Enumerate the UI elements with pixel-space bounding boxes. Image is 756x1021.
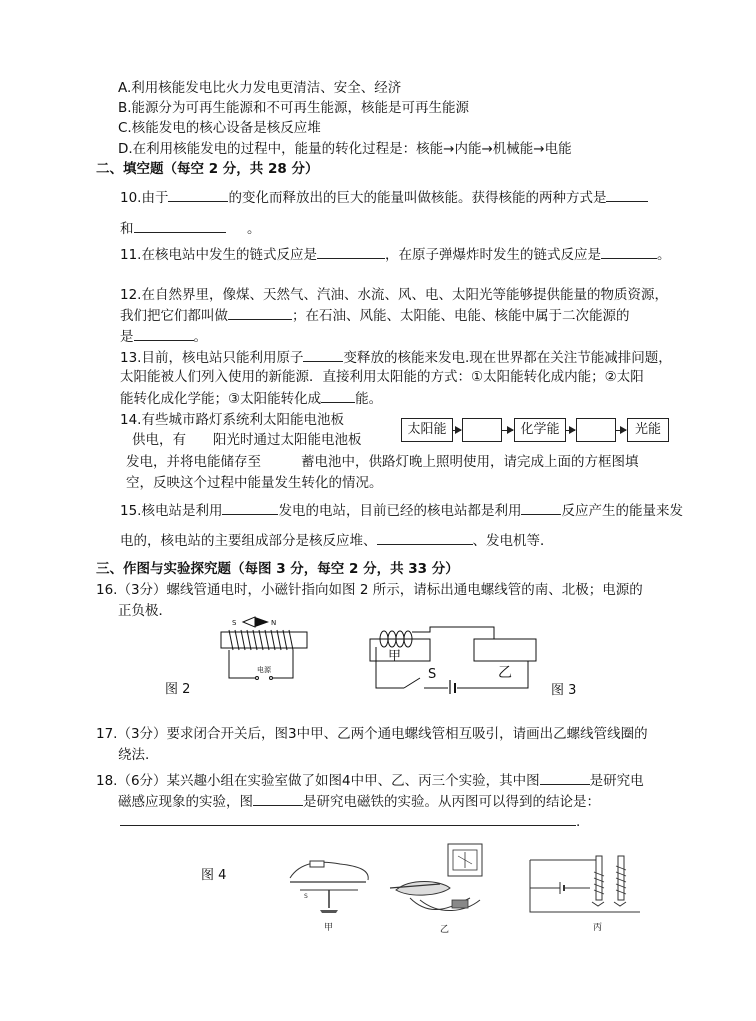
question-18-line-3: . <box>120 811 580 832</box>
q9-option-c: C.核能发电的核心设备是核反应堆 <box>118 120 321 136</box>
flow-arrow <box>452 430 461 431</box>
figure-4-jia-label: 甲 <box>324 923 334 933</box>
question-12-line-2: 我们把它们都叫做 ；在石油、风能、太阳能、电能、核能中属于二次能源的 <box>120 305 630 326</box>
section-2-title: 二、填空题（每空 2 分，共 28 分） <box>96 161 319 177</box>
question-15-line-1: 15.核电站是利用 发电的电站，目前已经的核电站都是利用 反应产生的能量来发 <box>120 500 683 521</box>
flow-box-blank[interactable] <box>576 418 616 442</box>
question-13-line-2: 太阳能被人们列入使用的新能源．直接利用太阳能的方式：①太阳能转化成内能；②太阳 <box>120 369 644 385</box>
answer-blank[interactable] <box>228 305 292 320</box>
terminal <box>256 677 259 680</box>
question-16-line-2: 正负极． <box>118 603 172 619</box>
flow-arrow <box>565 430 575 431</box>
needle-s-label: S <box>232 619 237 627</box>
question-16-line-1: 16.（3分）螺线管通电时，小磁针指向如图 2 所示，请标出通电螺线管的南、北极；电源的 <box>96 582 643 598</box>
flow-box-solar-energy: 太阳能 <box>401 418 453 442</box>
answer-blank[interactable] <box>606 187 648 202</box>
flow-box-blank[interactable] <box>462 418 502 442</box>
answer-blank[interactable] <box>253 791 303 806</box>
label-switch-s: S <box>428 667 437 682</box>
compass-needle <box>232 617 276 627</box>
figure-4-label: 图 4 <box>201 868 227 883</box>
figure-3-solenoids-diagram <box>364 624 544 694</box>
figure-4-bing-experiment <box>520 852 650 934</box>
switch-lever <box>404 678 420 688</box>
answer-blank[interactable] <box>120 811 576 826</box>
answer-blank[interactable] <box>222 500 278 515</box>
question-15-line-2: 电的，核电站的主要组成部分是核反应堆、 、发电机等． <box>120 530 554 551</box>
question-12-line-1: 12.在自然界里，像煤、天然气、汽油、水流、风、电、太阳光等能够提供能量的物质资源， <box>120 287 668 303</box>
figure-4-bing-label: 丙 <box>593 923 603 933</box>
answer-blank[interactable] <box>601 244 657 259</box>
figure-4-jia-experiment <box>280 850 380 935</box>
answer-blank[interactable] <box>521 500 561 515</box>
question-14-line-4: 空，反映这个过程中能量发生转化的情况。 <box>126 475 383 491</box>
q9-option-a: A.利用核能发电比火力发电更清洁、安全、经济 <box>118 80 402 96</box>
figure-4-yi-label: 乙 <box>440 925 450 935</box>
answer-blank[interactable] <box>134 326 194 341</box>
flow-box-light-energy: 光能 <box>627 418 669 442</box>
solenoid-yi <box>474 639 536 661</box>
section-3-title: 三、作图与实验探究题（每图 3 分，每空 2 分，共 33 分） <box>96 561 459 577</box>
flow-box-chemical-energy: 化学能 <box>514 418 566 442</box>
answer-blank[interactable] <box>377 530 473 545</box>
svg-text:S: S <box>304 893 308 900</box>
figure-2-label: 图 2 <box>165 682 191 697</box>
question-14-line-1: 14.有些城市路灯系统利太阳能电池板 <box>120 412 344 428</box>
q9-option-d: D.在利用核能发电的过程中，能量的转化过程是：核能→内能→机械能→电能 <box>118 141 572 157</box>
solenoid-core <box>221 632 307 648</box>
wire <box>412 627 494 639</box>
question-13-line-1: 13.目前，核电站只能利用原子 变释放的核能来发电.现在世界都在关注节能减排问题， <box>120 347 672 368</box>
figure-2-solenoid-diagram <box>215 612 315 686</box>
wire <box>229 650 255 678</box>
question-14-line-3: 发电，并将电能储存至 蓄电池中，供路灯晚上照明使用，请完成上面的方框图填 <box>126 454 639 470</box>
question-11: 11.在核电站中发生的链式反应是 ，在原子弹爆炸时发生的链式反应是 。 <box>120 244 670 265</box>
answer-blank[interactable] <box>303 347 343 362</box>
answer-blank[interactable] <box>317 244 385 259</box>
question-17-line-2: 绕法. <box>118 747 150 763</box>
answer-blank[interactable] <box>321 388 355 403</box>
question-18-line-1: 18.（6分）某兴趣小组在实验室做了如图4中甲、乙、丙三个实验，其中图 是研究电 <box>96 770 644 791</box>
question-10-line-2: 和 。 <box>120 218 260 239</box>
answer-blank[interactable] <box>540 770 590 785</box>
q9-option-b: B.能源分为可再生能源和不可再生能源，核能是可再生能源 <box>118 100 470 116</box>
question-18-line-2: 磁感应现象的实验，图 是研究电磁铁的实验。从丙图可以得到的结论是： <box>118 791 600 812</box>
figure-4-yi-experiment <box>380 838 510 935</box>
wire <box>273 650 293 678</box>
question-17-line-1: 17.（3分）要求闭合开关后，图3中甲、乙两个通电螺线管相互吸引，请画出乙螺线管线圈的 <box>96 726 648 742</box>
question-13-line-3: 能转化成化学能；③太阳能转化成 能。 <box>120 388 382 409</box>
terminal <box>270 677 273 680</box>
question-12-line-3: 是 。 <box>120 326 207 347</box>
question-10-line-1: 10.由于 的变化而释放出的巨大的能量叫做核能。获得核能的两种方式是 <box>120 187 648 208</box>
wire <box>457 661 528 688</box>
needle-n-label: N <box>271 619 277 627</box>
answer-blank[interactable] <box>168 187 228 202</box>
answer-blank[interactable] <box>134 218 226 233</box>
label-yi: 乙 <box>498 665 512 681</box>
power-source-label: 电源 <box>257 666 271 674</box>
flow-arrow <box>615 430 626 431</box>
question-14-line-2: 供电，有 阳光时通过太阳能电池板 <box>132 432 362 448</box>
label-jia: 甲 <box>388 649 402 664</box>
figure-3-label: 图 3 <box>551 683 577 698</box>
flow-arrow <box>501 430 513 431</box>
